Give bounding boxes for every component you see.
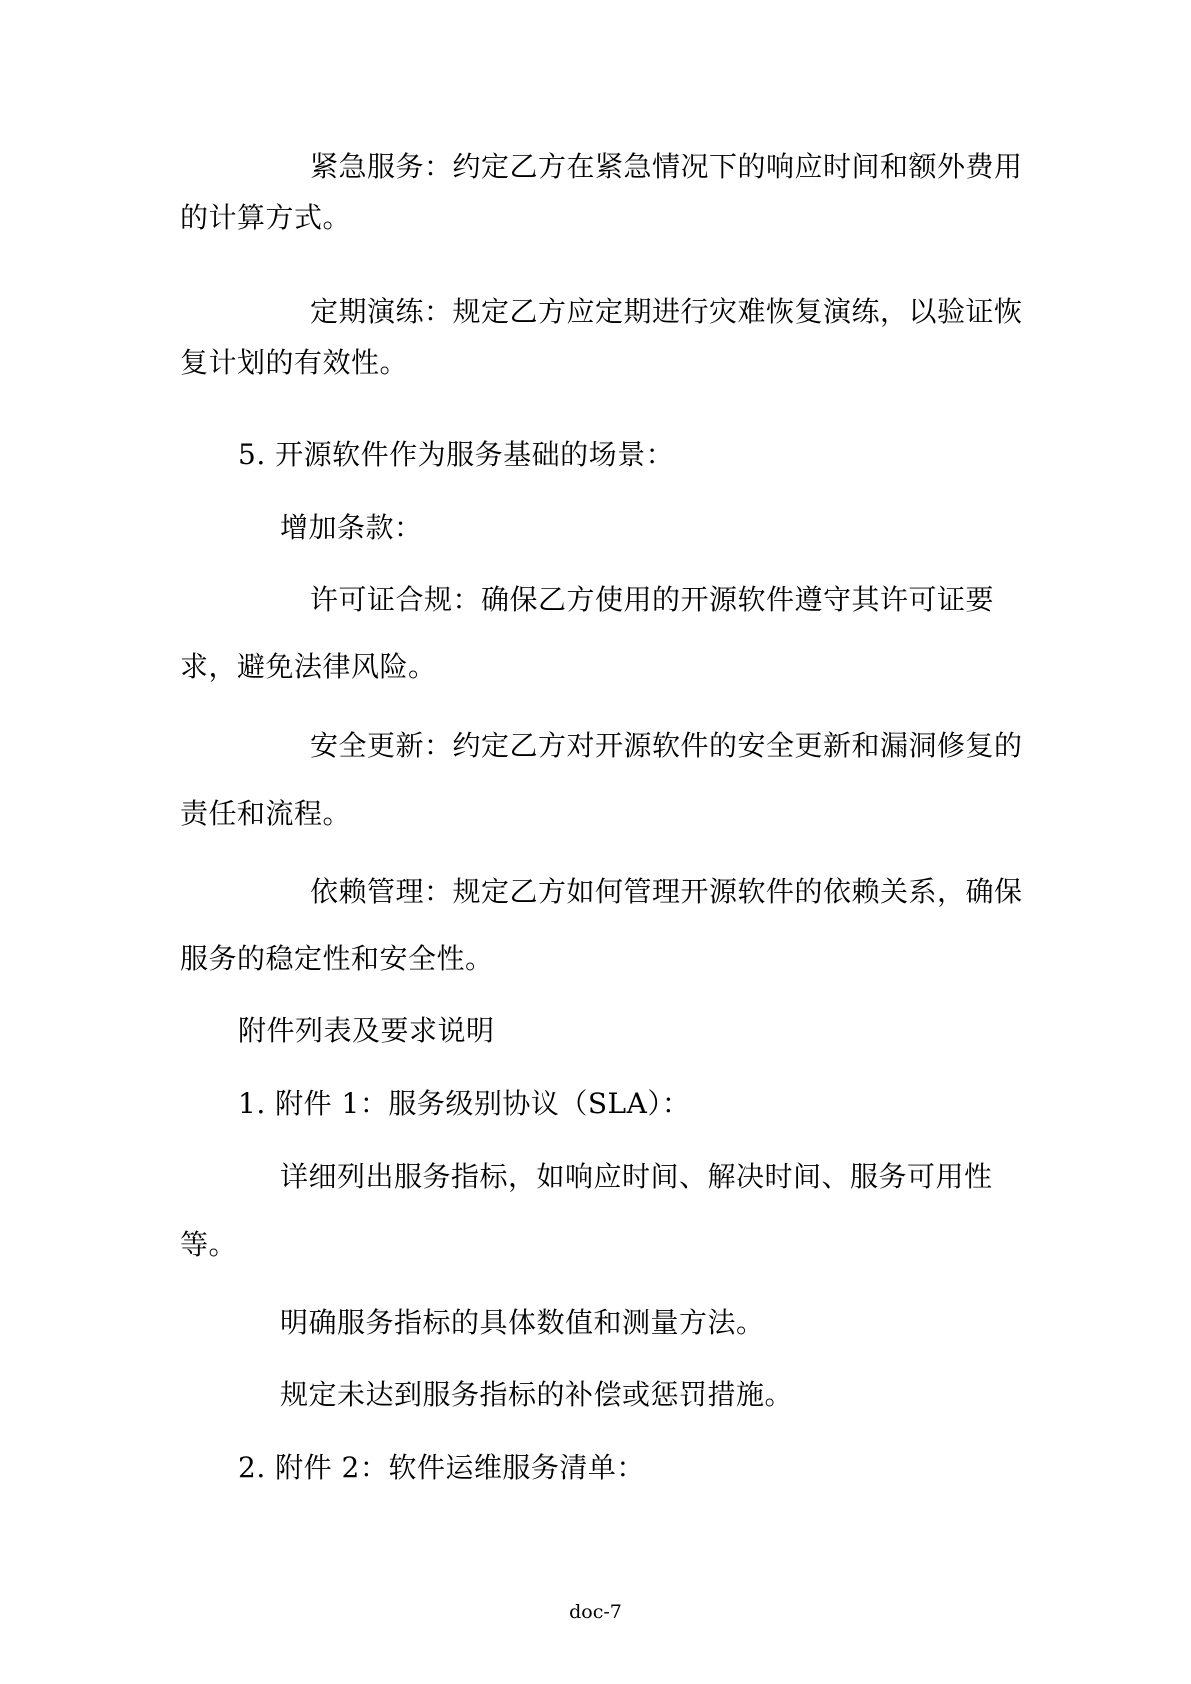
- list-item-5-heading: 5. 开源软件作为服务基础的场景：: [238, 438, 675, 471]
- paragraph-drill-line1: 定期演练：规定乙方应定期进行灾难恢复演练，以验证恢: [310, 295, 1023, 328]
- paragraph-dependency-line1: 依赖管理：规定乙方如何管理开源软件的依赖关系，确保: [310, 875, 1023, 908]
- paragraph-added-clauses: 增加条款：: [280, 511, 423, 544]
- paragraph-sla-detail-line2: 等。: [180, 1228, 238, 1261]
- paragraph-emergency-service-line1: 紧急服务：约定乙方在紧急情况下的响应时间和额外费用: [310, 150, 1023, 183]
- paragraph-security-update-line1: 安全更新：约定乙方对开源软件的安全更新和漏洞修复的: [310, 729, 1023, 762]
- paragraph-sla-detail-line1: 详细列出服务指标，如响应时间、解决时间、服务可用性: [280, 1160, 993, 1193]
- paragraph-dependency-line2: 服务的稳定性和安全性。: [180, 942, 494, 975]
- paragraph-emergency-service-line2: 的计算方式。: [180, 201, 352, 234]
- page-footer: doc-7: [569, 1601, 622, 1623]
- paragraph-drill-line2: 复计划的有效性。: [180, 346, 409, 379]
- paragraph-license-line2: 求，避免法律风险。: [180, 650, 437, 683]
- paragraph-license-line1: 许可证合规：确保乙方使用的开源软件遵守其许可证要: [310, 583, 995, 616]
- paragraph-security-update-line2: 责任和流程。: [180, 797, 352, 830]
- section-heading-attachments: 附件列表及要求说明: [238, 1014, 495, 1047]
- paragraph-sla-metrics: 明确服务指标的具体数值和测量方法。: [280, 1306, 765, 1339]
- list-item-2-heading: 2. 附件 2：软件运维服务清单：: [238, 1451, 645, 1484]
- paragraph-sla-penalties: 规定未达到服务指标的补偿或惩罚措施。: [280, 1378, 794, 1411]
- list-item-1-heading: 1. 附件 1：服务级别协议（SLA）：: [238, 1087, 691, 1120]
